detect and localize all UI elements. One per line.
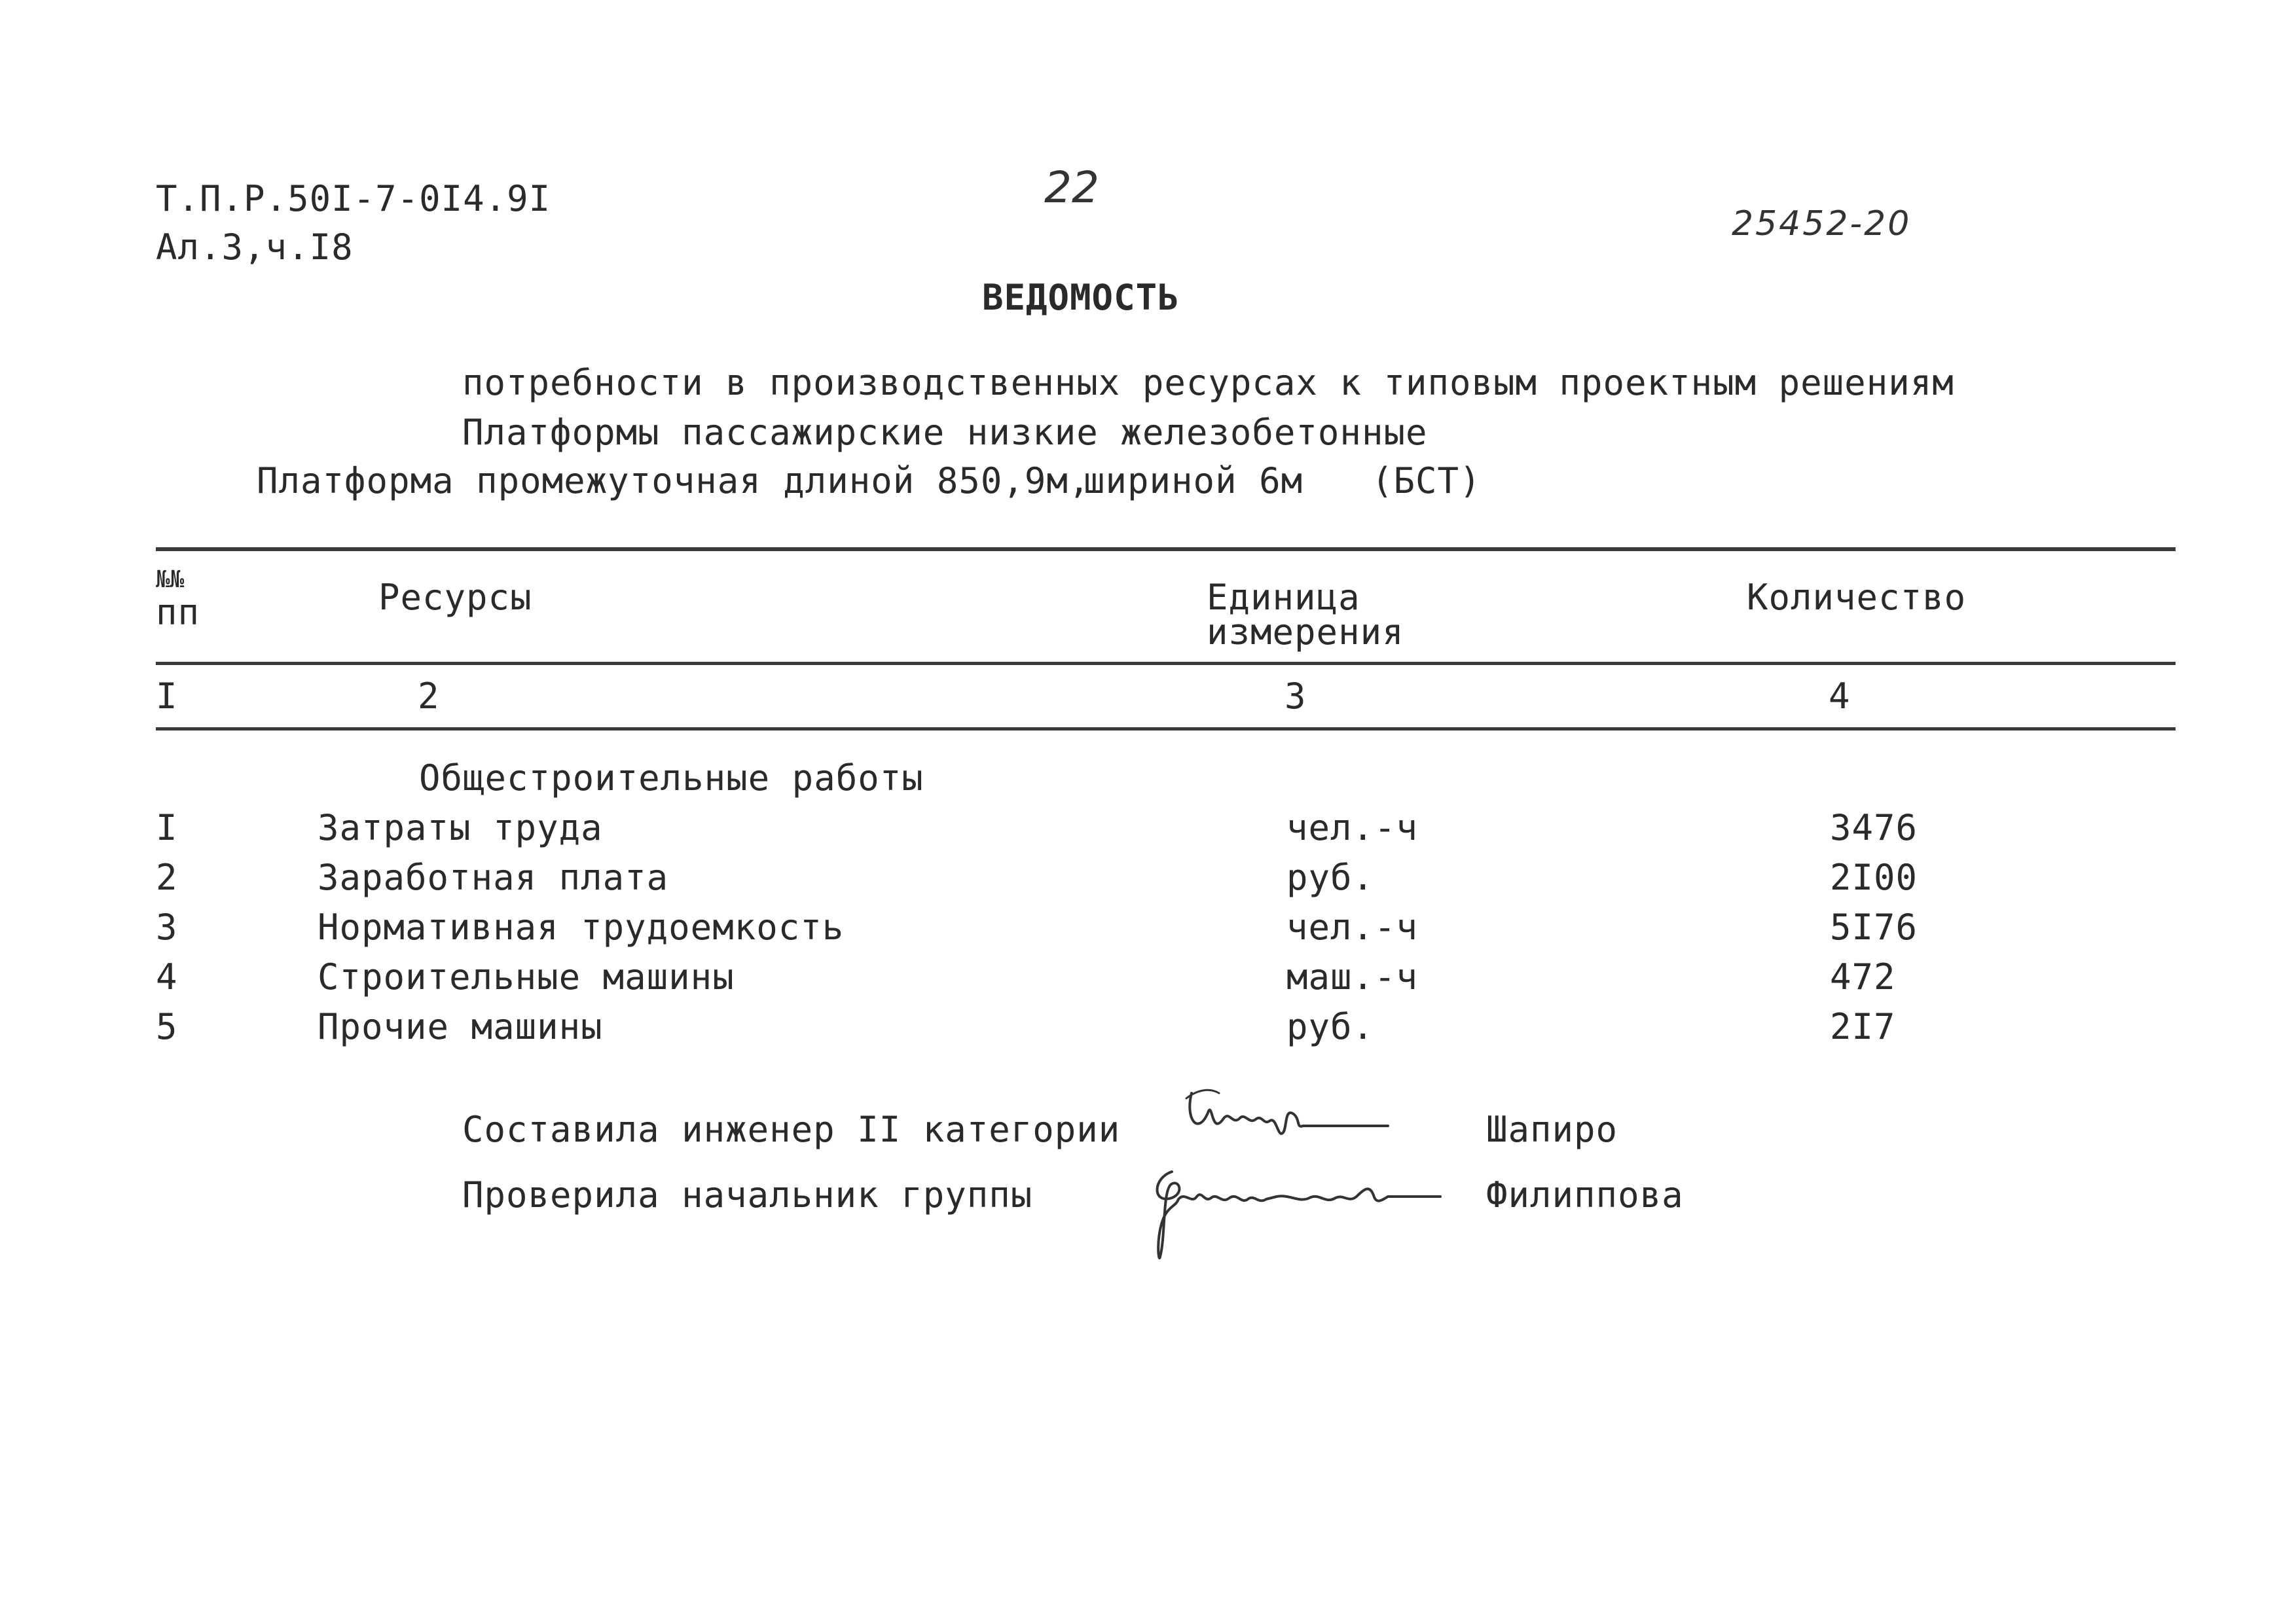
row-quantity: 3476 [1830, 807, 1918, 848]
row-resource: Затраты труда [318, 807, 603, 848]
handwritten-signature-shapiro [1172, 1074, 1408, 1152]
row-resource: Нормативная трудоемкость [318, 907, 845, 948]
column-number-1: I [156, 676, 178, 717]
title-line-3-platform: Платформа промежуточная длиной 850,9м, [257, 460, 1091, 501]
row-number: 3 [156, 907, 178, 948]
checked-by-name: Филиппова [1486, 1174, 1684, 1216]
row-resource: Прочие машины [318, 1006, 603, 1047]
row-quantity: 5I76 [1830, 907, 1918, 948]
row-resource: Заработная плата [318, 857, 669, 898]
document-heading: ВЕДОМОСТЬ [982, 277, 1180, 318]
row-resource: Строительные машины [318, 956, 735, 998]
header-quantity: Количество [1747, 577, 1967, 618]
row-number: I [156, 807, 178, 848]
title-line-3-width: шириной 6м [1084, 460, 1303, 501]
album-reference: Ал.3,ч.I8 [156, 226, 354, 268]
row-unit: руб. [1286, 1006, 1375, 1047]
column-number-3: 3 [1285, 676, 1307, 717]
row-quantity: 472 [1830, 956, 1896, 998]
row-unit: чел.-ч [1286, 907, 1419, 948]
row-number: 4 [156, 956, 178, 998]
header-unit-line1: Единица [1207, 577, 1360, 618]
column-number-4: 4 [1829, 676, 1851, 717]
handwritten-signature-filippova [1113, 1159, 1467, 1270]
page-number: 22 [1044, 162, 1099, 213]
compiled-by-label: Составила инженер II категории [462, 1109, 1121, 1150]
checked-by-label: Проверила начальник группы [462, 1174, 1033, 1216]
header-num-bottom: пп [156, 592, 200, 633]
header-num-top: №№ [156, 566, 185, 593]
section-title: Общестроительные работы [419, 757, 924, 799]
table-top-rule [156, 547, 2176, 551]
inventory-number: 25452-20 [1732, 204, 1912, 244]
header-resources: Ресурсы [378, 577, 532, 618]
table-header-rule [156, 662, 2176, 665]
row-quantity: 2I7 [1830, 1006, 1896, 1047]
title-line-2: Платформы пассажирские низкие железобетонные [462, 412, 1428, 453]
document-code: Т.П.Р.50I-7-0I4.9I [156, 178, 551, 219]
table-column-numbers-rule [156, 727, 2176, 731]
row-quantity: 2I00 [1830, 857, 1918, 898]
row-unit: чел.-ч [1286, 807, 1419, 848]
row-number: 2 [156, 857, 178, 898]
row-number: 5 [156, 1006, 178, 1047]
title-line-3-code: (БСТ) [1372, 460, 1482, 501]
compiled-by-name: Шапиро [1486, 1109, 1618, 1150]
row-unit: маш.-ч [1286, 956, 1419, 998]
row-unit: руб. [1286, 857, 1375, 898]
title-line-1: потребности в производственных ресурсах к типовым проектным решениям [462, 362, 1954, 403]
header-unit-line2: измерения [1207, 611, 1404, 653]
column-number-2: 2 [418, 676, 440, 717]
